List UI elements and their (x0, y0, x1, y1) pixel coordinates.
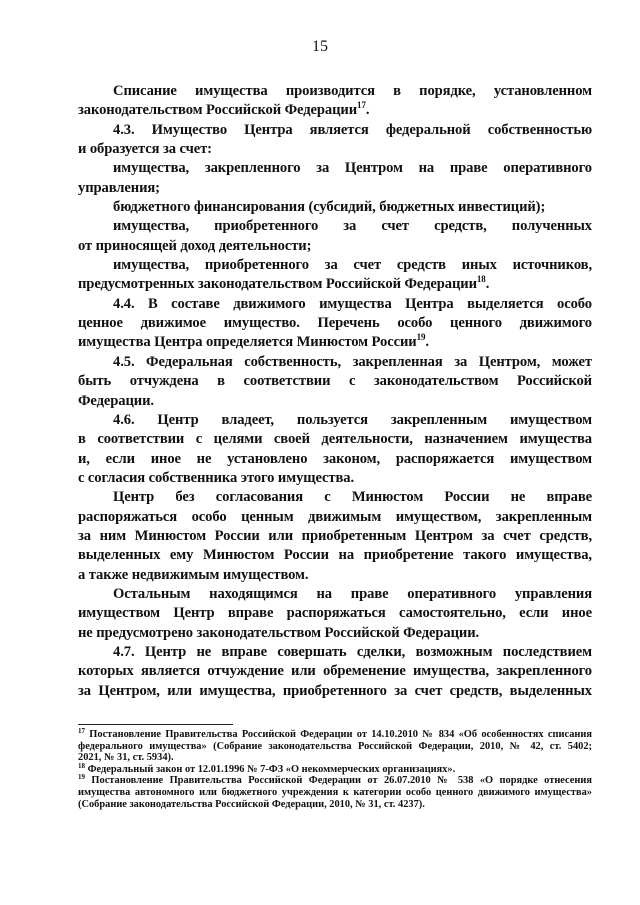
text-line: имущества, приобретенного за счет средств иных источников, (113, 257, 592, 274)
document-body (78, 82, 592, 701)
text-line: 4.7. Центр не вправе совершать сделки, возможным последствием (113, 643, 592, 660)
footnote-line: $^{18}$ Федеральный закон от 12.01.1996 № 7-ФЗ «О некоммерческих организациях». (78, 761, 456, 775)
text-line: в соответствии с целями своей деятельности, назначением имущества (78, 431, 592, 448)
text-line: Федерации. (78, 392, 154, 409)
text-line: а также недвижимым имуществом. (78, 566, 309, 583)
footnote-number: 19 (78, 773, 85, 782)
footnote-ref: 19 (416, 332, 426, 343)
paragraph (78, 256, 592, 295)
paragraph (78, 82, 592, 121)
footnote-number: 17 (78, 727, 85, 735)
text-line: за Центром, или имущества, приобретенного за счет средств, выделенных (78, 682, 592, 699)
footnote (78, 729, 592, 764)
footnote-line: $^{19}$ Постановление Правительства Российской Федерации от 26.07.2010 № 538 «О порядке отнесения (78, 773, 592, 787)
text-line: распоряжаться особо ценным движимым имуществом, закрепленным (78, 508, 592, 525)
text-line: имущества, закрепленного за Центром на праве оперативного (113, 160, 592, 177)
footnote-divider (78, 724, 233, 725)
paragraph (78, 488, 592, 585)
text-line: предусмотренных законодательством Российской Федерации$^{18}$. (78, 274, 490, 293)
footnote-number: 18 (78, 761, 85, 770)
paragraph (78, 159, 592, 198)
text-line: 4.5. Федеральная собственность, закрепленная за Центром, может (113, 353, 592, 370)
text-line: быть отчуждена в соответствии с законодательством Российской (78, 373, 592, 390)
footnote-line: 2021, № 31, ст. 5934). (78, 752, 174, 764)
paragraph (78, 217, 592, 256)
text-line: бюджетного финансирования (субсидий, бюджетных инвестиций); (113, 199, 546, 216)
text-line: которых является отчуждение или обременение имущества, закрепленного (78, 663, 592, 680)
text-line: от приносящей доход деятельности; (78, 237, 312, 254)
paragraph (78, 295, 592, 353)
footnote-ref: 18 (476, 274, 486, 285)
text-line: не предусмотрено законодательством Российской Федерации. (78, 624, 480, 641)
text-line: с согласия собственника этого имущества. (78, 469, 355, 486)
text-line: за ним Минюстом России или приобретенным Центром за счет средств, (78, 527, 592, 544)
text-line: 4.3. Имущество Центра является федеральной собственностью (113, 121, 592, 138)
footnote (78, 775, 592, 810)
paragraph (78, 411, 592, 488)
footnote-line: имущества автономного или бюджетного учреждения к категории особо ценного движимого имущества» (78, 786, 592, 798)
text-line: ценное движимое имущество. Перечень особо ценного движимого (78, 315, 592, 332)
text-line: и образуется за счет: (78, 141, 212, 158)
text-line: имущества Центра определяется Минюстом России$^{19}$. (78, 332, 429, 351)
paragraph (78, 585, 592, 643)
text-line: 4.4. В составе движимого имущества Центра выделяется особо (113, 295, 592, 312)
footnote-line: (Собрание законодательства Российской Федерации, 2010, № 31, ст. 4237). (78, 798, 425, 810)
text-line: 4.6. Центр владеет, пользуется закрепленным имуществом (113, 411, 592, 428)
text-line: имуществом Центр вправе распоряжаться самостоятельно, если иное (78, 605, 592, 622)
text-line: управления; (78, 179, 160, 196)
footnote-ref: 17 (357, 100, 366, 111)
paragraph (78, 353, 592, 411)
paragraph (78, 643, 592, 701)
text-line: Остальным находящимся на праве оперативного управления (113, 585, 592, 602)
footnotes (78, 729, 592, 810)
text-line: имущества, приобретенного за счет средств, полученных (113, 218, 592, 235)
page-number: 15 (312, 38, 328, 55)
text-line: Центр без согласования с Минюстом России не вправе (113, 489, 592, 506)
paragraph (78, 121, 592, 160)
text-line: и, если иное не установлено законом, распоряжается имуществом (78, 450, 592, 467)
text-line: выделенных ему Минюстом России на приобретение такого имущества, (78, 547, 592, 564)
footnote-line: $^{17}$ Постановление Правительства Российской Федерации от 14.10.2010 № 834 «Об особенностях списания (78, 727, 592, 740)
text-line: Списание имущества производится в порядке, установленном (113, 83, 592, 99)
footnote-line: федерального имущества» (Собрание законодательства Российской Федерации, 2010, № 42, ст. 5402; (78, 740, 592, 752)
text-line: законодательством Российской Федерации$^{17}$. (78, 100, 370, 119)
footnote (78, 761, 592, 776)
paragraph (78, 198, 592, 217)
